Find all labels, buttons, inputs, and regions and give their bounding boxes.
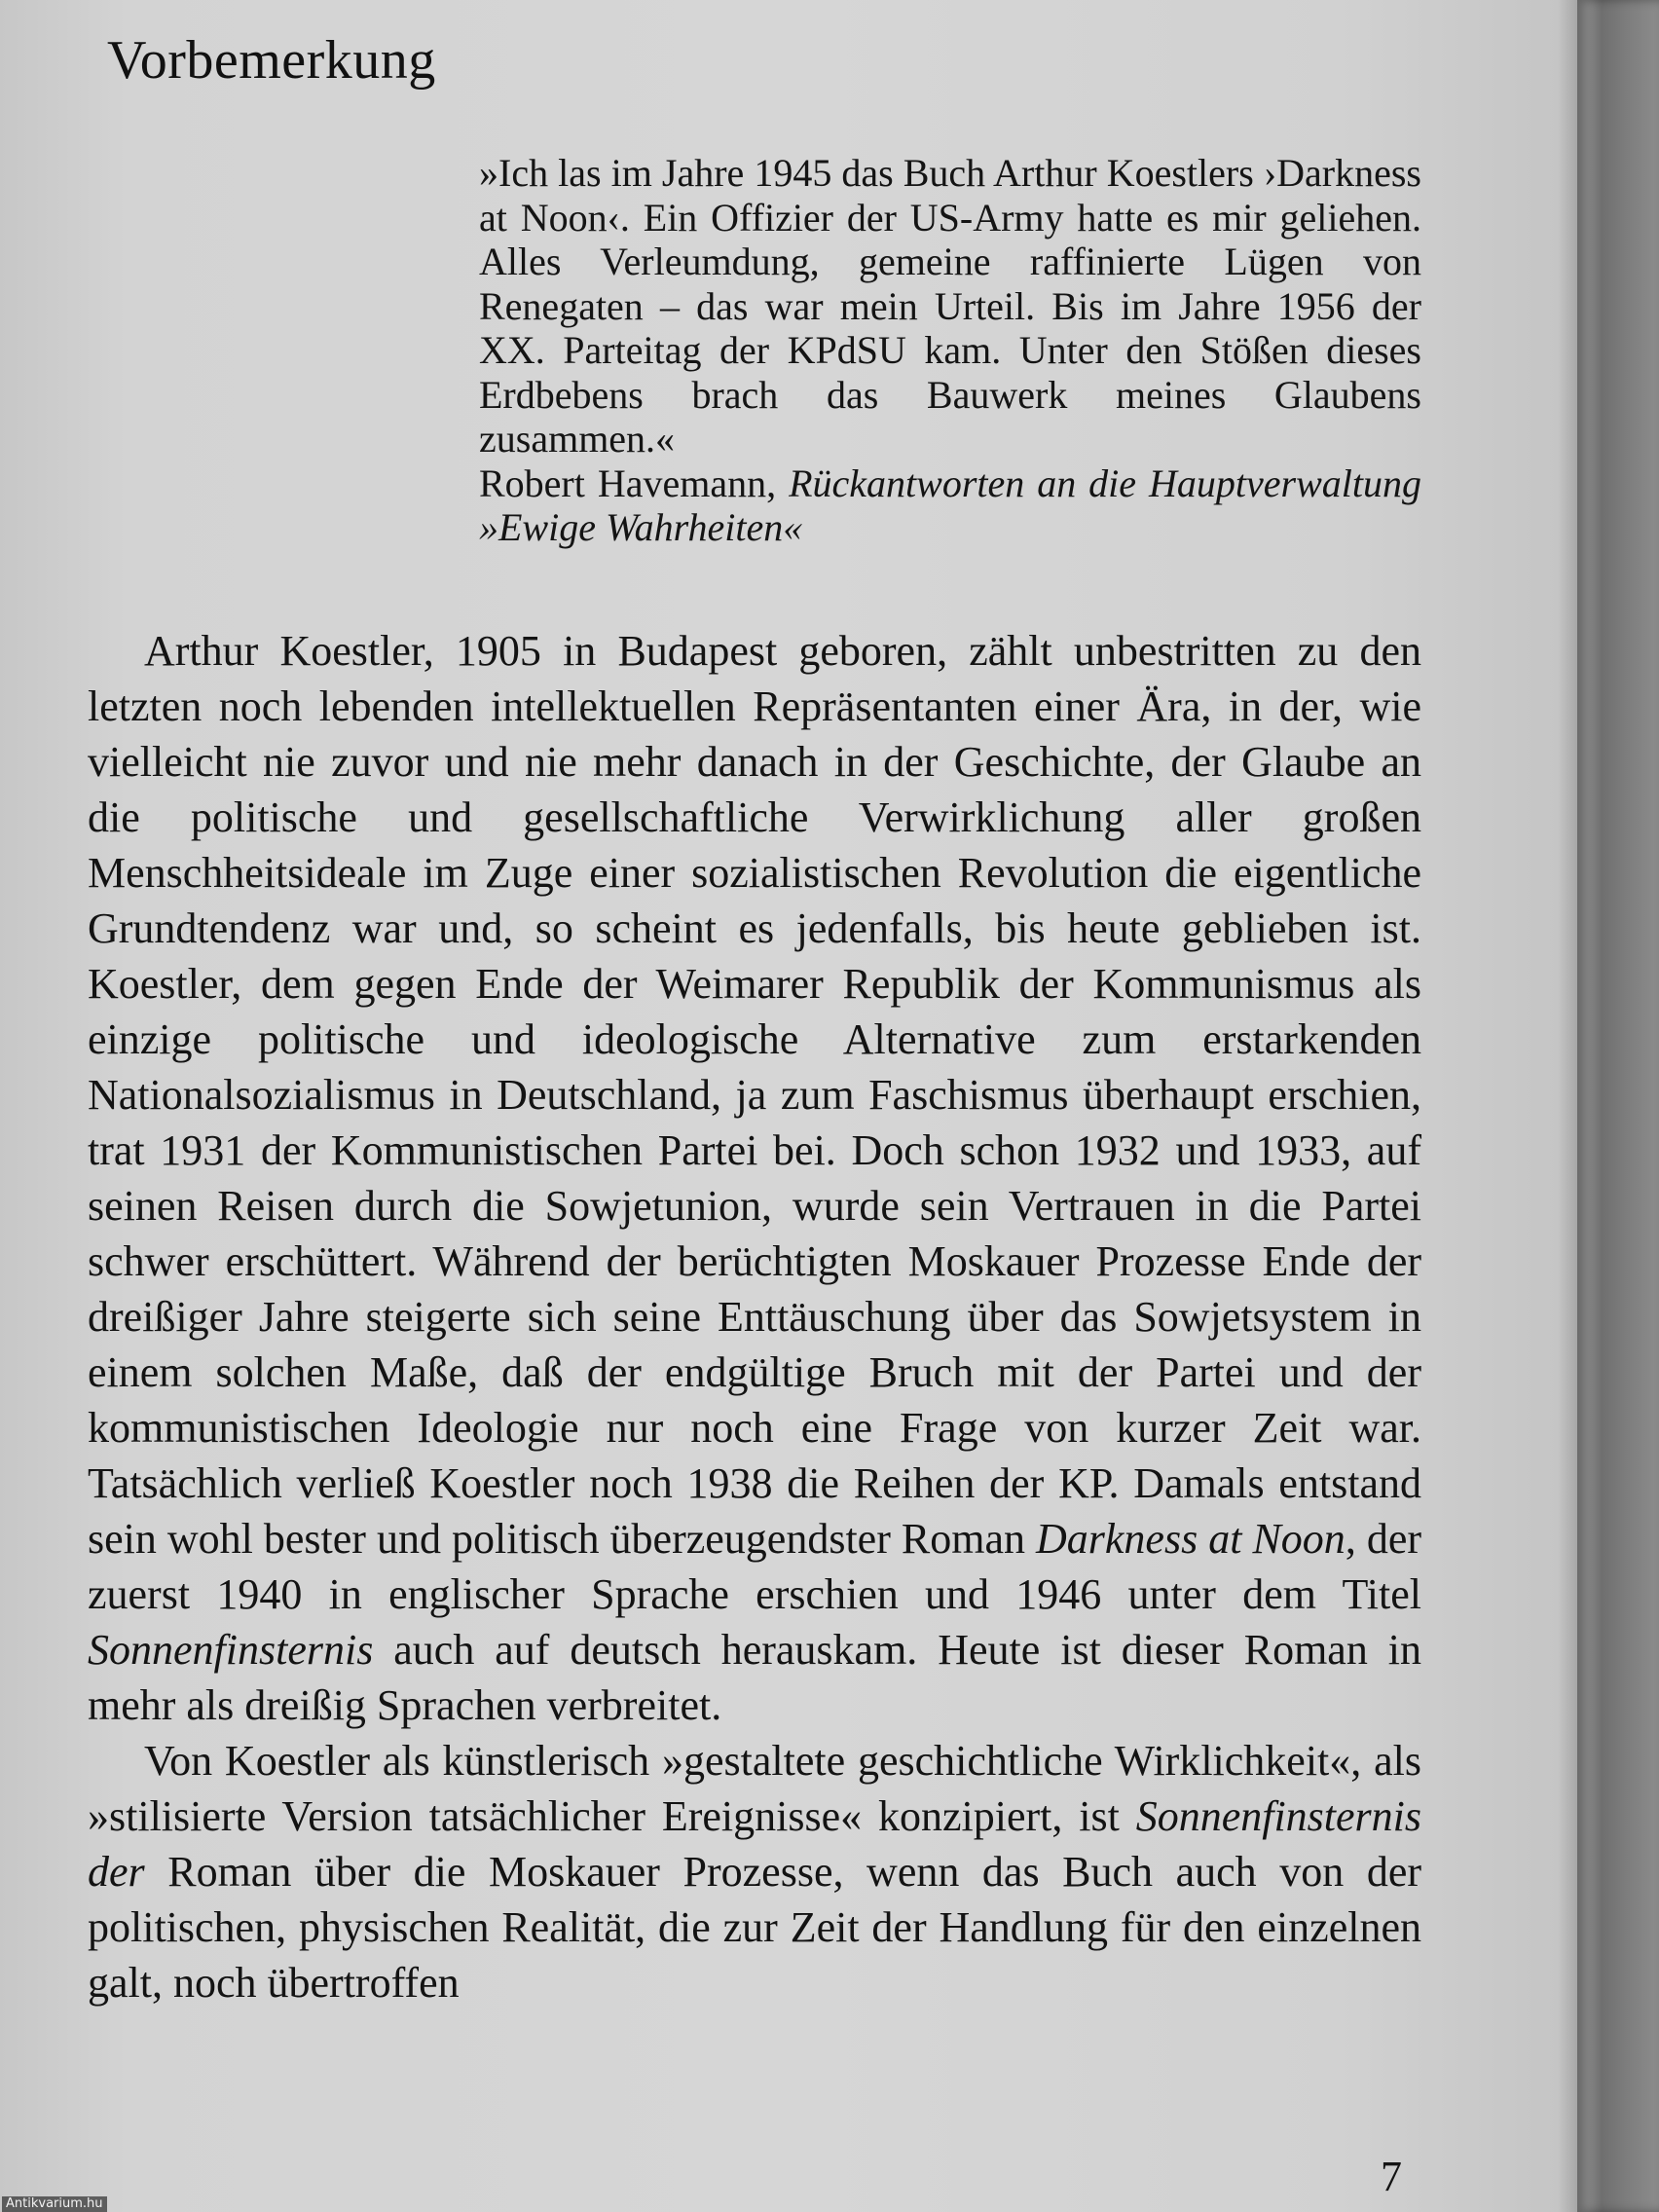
paragraph-1: [88, 623, 1421, 1733]
epigraph-work-title: Rückantworten an die Hauptverwaltung »Ewige Wahrheiten«: [479, 461, 1421, 549]
paragraph-2: [88, 1733, 1421, 2010]
paragraph-2-text-b: Roman über die Moskauer Prozesse, wenn das Buch auch von der politischen, physischen Realität, die zur Zeit der Handlung für den einzelnen galt, noch übertroffen: [88, 1848, 1421, 2007]
paragraph-1-text-b: , der zuerst 1940 in englischer Sprache erschien und 1946 unter dem Titel: [88, 1515, 1422, 1618]
epigraph-source: [479, 461, 1421, 550]
epigraph-quote: »Ich las im Jahre 1945 das Buch Arthur Koestlers ›Darkness at Noon‹. Ein Offizier der US-Army hatte es mir geliehen. Alles Verleumdung, gemeine raffinierte Lügen von Renegaten – das war mein Urteil. Bis im Jahre 1956 der XX. Parteitag der KPdSU kam. Unter den Stößen dieses Erdbebens brach das Bauwerk meines Glaubens zusammen.«: [479, 151, 1421, 461]
paragraph-2-text-a: Von Koestler als künstlerisch »gestaltete geschichtliche Wirklichkeit«, als »stilisierte Version tatsächlicher Ereignisse« konzipiert, ist: [88, 1737, 1421, 1840]
page-number: 7: [1381, 2153, 1402, 2200]
paragraph-1-text-a: Arthur Koestler, 1905 in Budapest geboren, zählt unbestritten zu den letzten noch lebenden intellektuellen Repräsentanten einer Ära, in der, wie vielleicht nie zuvor und nie mehr danach in der Geschichte, der Glaube an die politische und gesellschaftliche Verwirklichung aller großen Menschheitsideale im Zuge einer sozialistischen Revolution die eigentliche Grundtendenz war und, so scheint es jedenfalls, bis heute geblieben ist. Koestler, dem gegen Ende der Weimarer Republik der Kommunismus als einzige politische und ideologische Alternative zum erstarkenden Nationalsozialismus in Deutschland, ja zum Faschismus überhaupt erschien, trat 1931 der Kommunistischen Partei bei. Doch schon 1932 und 1933, auf seinen Reisen durch die Sowjetunion, wurde sein Vertrauen in die Partei schwer erschüttert. Während der berüchtigten Moskauer Prozesse Ende der dreißiger Jahre steigerte sich seine Enttäuschung über das Sowjetsystem in einem solchen Maße, daß der endgültige Bruch mit der Partei und der kommunistischen Ideologie nur noch eine Frage von kurzer Zeit war. Tatsächlich verließ Koestler noch 1938 die Reihen der KP. Damals entstand sein wohl bester und politisch überzeugendster Roman: [88, 627, 1421, 1563]
epigraph-author: Robert Havemann,: [479, 461, 777, 505]
body-text: [88, 623, 1421, 2010]
paragraph-1-text-c: auch auf deutsch herauskam. Heute ist dieser Roman in mehr als dreißig Sprachen verbreitet.: [88, 1626, 1422, 1729]
next-page-edge: [1577, 0, 1659, 2212]
novel-title-german: Sonnenfinsternis: [88, 1626, 374, 1674]
page-heading: Vorbemerkung: [107, 30, 436, 91]
watermark: Antikvarium.hu: [2, 2196, 107, 2212]
novel-title-english: Darkness at Noon: [1036, 1515, 1346, 1563]
epigraph: [479, 151, 1421, 550]
novel-title-inline: Sonnenfinsternis der: [88, 1792, 1422, 1896]
